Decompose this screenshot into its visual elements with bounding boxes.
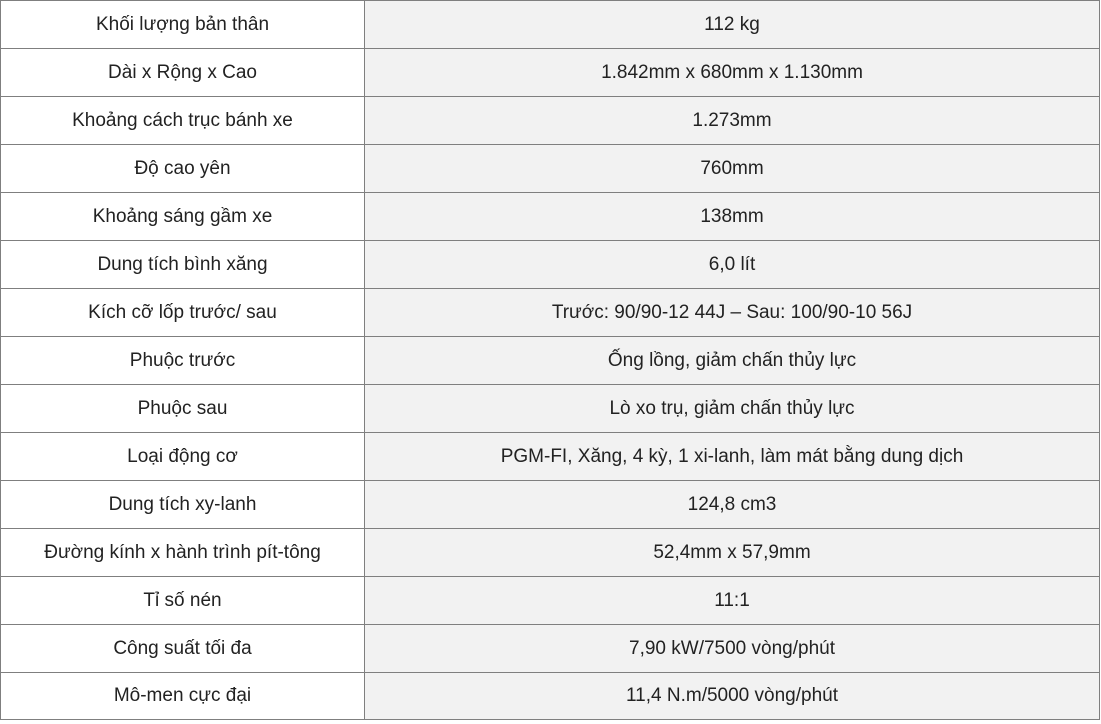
- spec-value: 7,90 kW/7500 vòng/phút: [365, 625, 1100, 673]
- table-row: [1, 145, 1100, 193]
- spec-value: PGM-FI, Xăng, 4 kỳ, 1 xi-lanh, làm mát bằng dung dịch: [365, 433, 1100, 481]
- spec-label: Dài x Rộng x Cao: [1, 49, 365, 97]
- spec-value: 52,4mm x 57,9mm: [365, 529, 1100, 577]
- table-row: [1, 385, 1100, 433]
- table-row: [1, 193, 1100, 241]
- spec-table-body: [1, 1, 1100, 720]
- spec-label: Khối lượng bản thân: [1, 1, 365, 49]
- spec-label: Đường kính x hành trình pít-tông: [1, 529, 365, 577]
- spec-label: Độ cao yên: [1, 145, 365, 193]
- spec-label: Tỉ số nén: [1, 577, 365, 625]
- table-row: [1, 49, 1100, 97]
- spec-value: 124,8 cm3: [365, 481, 1100, 529]
- spec-value: 138mm: [365, 193, 1100, 241]
- spec-value: Trước: 90/90-12 44J – Sau: 100/90-10 56J: [365, 289, 1100, 337]
- spec-value: 6,0 lít: [365, 241, 1100, 289]
- spec-value: 11:1: [365, 577, 1100, 625]
- spec-value: Ống lồng, giảm chấn thủy lực: [365, 337, 1100, 385]
- spec-value: 760mm: [365, 145, 1100, 193]
- spec-label: Kích cỡ lốp trước/ sau: [1, 289, 365, 337]
- spec-value: 1.842mm x 680mm x 1.130mm: [365, 49, 1100, 97]
- table-row: [1, 337, 1100, 385]
- table-row: [1, 529, 1100, 577]
- spec-label: Dung tích bình xăng: [1, 241, 365, 289]
- spec-label: Loại động cơ: [1, 433, 365, 481]
- table-row: [1, 241, 1100, 289]
- spec-label: Phuộc sau: [1, 385, 365, 433]
- spec-value: 112 kg: [365, 1, 1100, 49]
- table-row: [1, 481, 1100, 529]
- spec-label: Công suất tối đa: [1, 625, 365, 673]
- table-row: [1, 433, 1100, 481]
- spec-value: Lò xo trụ, giảm chấn thủy lực: [365, 385, 1100, 433]
- table-row: [1, 673, 1100, 720]
- spec-label: Mô-men cực đại: [1, 673, 365, 720]
- table-row: [1, 289, 1100, 337]
- spec-value: 11,4 N.m/5000 vòng/phút: [365, 673, 1100, 720]
- spec-label: Khoảng sáng gầm xe: [1, 193, 365, 241]
- spec-label: Dung tích xy-lanh: [1, 481, 365, 529]
- spec-label: Khoảng cách trục bánh xe: [1, 97, 365, 145]
- table-row: [1, 625, 1100, 673]
- table-row: [1, 577, 1100, 625]
- spec-value: 1.273mm: [365, 97, 1100, 145]
- table-row: [1, 97, 1100, 145]
- spec-label: Phuộc trước: [1, 337, 365, 385]
- table-row: [1, 1, 1100, 49]
